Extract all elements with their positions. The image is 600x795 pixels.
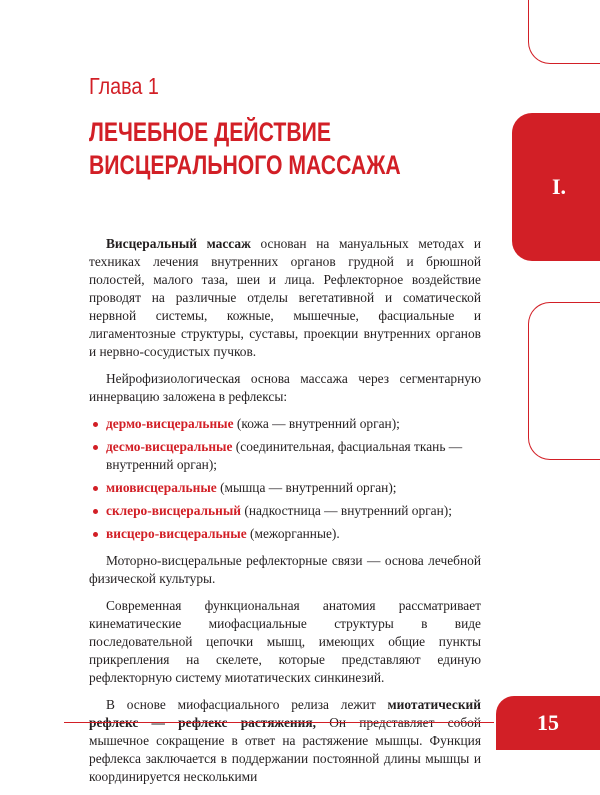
reflex-term: склеро-висцеральный xyxy=(106,503,242,518)
reflex-description: (кожа — внутренний орган); xyxy=(233,416,400,431)
reflex-description: (надкостница — внутренний орган); xyxy=(241,503,452,518)
chapter-label: Глава 1 xyxy=(89,73,159,99)
paragraph-4: Современная функциональная анатомия рассматривает кинематические миофасциальные структуры в виде последовательной цепочки мышц, имеющих общие пункты прикрепления на скелете, которые представляют единую рефлекторную систему миотатических синкинезий. xyxy=(89,598,481,685)
reflex-description: (соединительная, фасциальная ткань — внутренний орган); xyxy=(106,439,463,472)
bullet-dot-icon xyxy=(93,486,98,491)
list-item xyxy=(92,438,481,474)
section-tab-next[interactable] xyxy=(528,302,600,460)
term-myotatic-reflex: миотатический рефлекс — рефлекс растяжения, xyxy=(89,697,481,730)
term-visceral-massage: Висцеральный массаж xyxy=(106,236,251,251)
reflex-term: миовисцеральные xyxy=(106,480,217,495)
page-number-badge xyxy=(496,696,600,750)
section-tab-previous[interactable] xyxy=(528,0,600,64)
list-item xyxy=(92,502,481,520)
paragraph-5-start: В основе миофасциального релиза лежит xyxy=(106,697,388,712)
reflex-description: (мышца — внутренний орган); xyxy=(216,480,397,495)
reflex-list xyxy=(89,415,481,543)
chapter-title-line-1: ЛЕЧЕБНОЕ ДЕЙСТВИЕ xyxy=(89,117,332,147)
paragraph-1-text: основан на мануальных методах и техниках лечения внутренних органов грудной и брюшной полостей, малого таза, шеи и лица. Рефлекторное воздействие проводят на различные отделы вегетативной и соматической нервной системы, кожные, мышечные, фасциальные и лигаментозные структуры, суставы, проекции внутренних органов и нервно-сосудистых пучков. xyxy=(89,236,481,359)
list-item xyxy=(92,525,481,543)
list-item xyxy=(92,479,481,497)
reflex-term: десмо-висцеральные xyxy=(106,439,233,454)
bullet-dot-icon xyxy=(93,422,98,427)
paragraph-3: Моторно-висцеральные рефлекторные связи — основа лечебной физической культуры. xyxy=(89,553,481,586)
list-item xyxy=(92,415,481,433)
footer-rule xyxy=(64,722,494,723)
chapter-title xyxy=(89,116,401,182)
chapter-title-line-2: ВИСЦЕРАЛЬНОГО МАССАЖА xyxy=(89,150,401,180)
bullet-dot-icon xyxy=(93,532,98,537)
paragraph-5 xyxy=(89,696,481,786)
body-text xyxy=(89,235,481,795)
bullet-dot-icon xyxy=(93,445,98,450)
reflex-description: (межорганные). xyxy=(246,526,340,541)
bullet-dot-icon xyxy=(93,509,98,514)
paragraph-2: Нейрофизиологическая основа массажа через сегментарную иннервацию заложена в рефлексы: xyxy=(89,371,481,404)
reflex-term: висцеро-висцеральные xyxy=(106,526,247,541)
page-number: 15 xyxy=(537,710,559,735)
paragraph-1 xyxy=(89,235,481,361)
section-tab-current[interactable] xyxy=(512,113,600,261)
section-tab-label: I. xyxy=(551,174,567,199)
paragraph-5-text: Он представляет собой мышечное сокращение в ответ на растяжение мышцы. Функция рефлекса заключается в поддержании постоянной длины мышцы и координируется несколькими xyxy=(89,715,481,784)
reflex-term: дермо-висцеральные xyxy=(106,416,234,431)
